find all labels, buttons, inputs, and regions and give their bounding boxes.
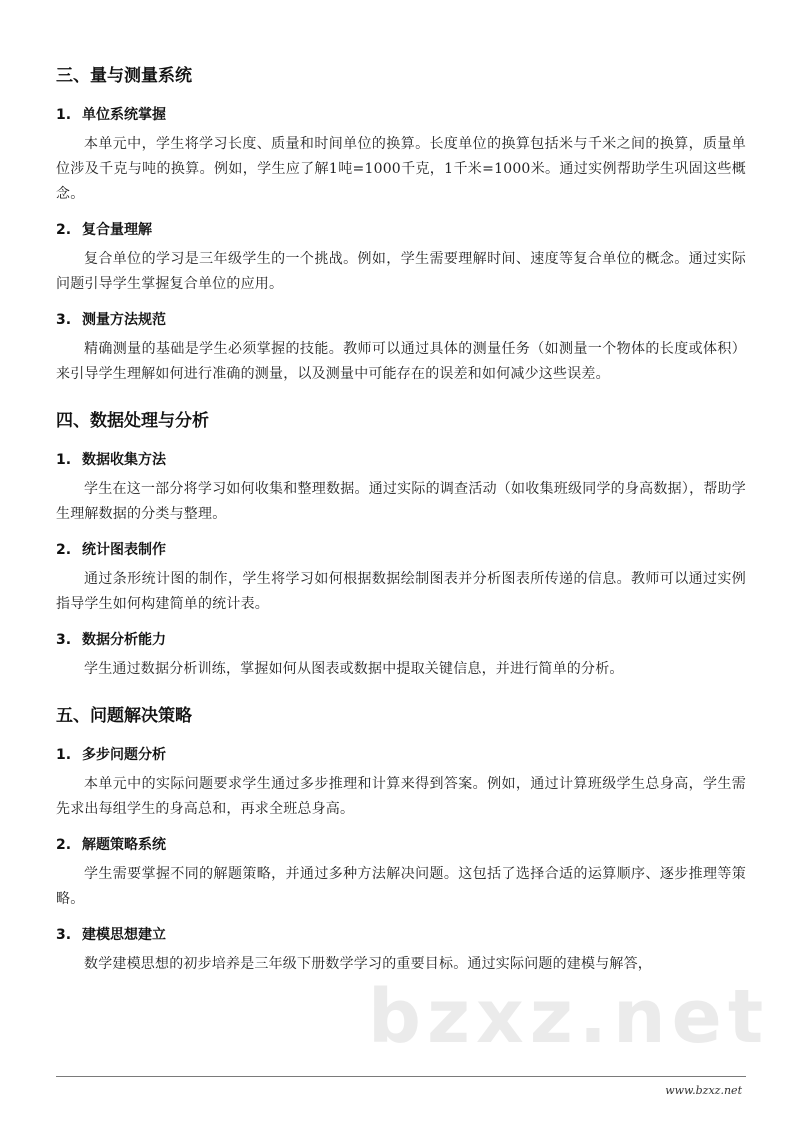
subsection-title: 统计图表制作: [82, 542, 166, 558]
subsection-title: 数据收集方法: [82, 452, 166, 468]
paragraph: 学生需要掌握不同的解题策略，并通过多种方法解决问题。这包括了选择合适的运算顺序、逐步推理等策略。: [56, 866, 746, 907]
subsection: [56, 217, 746, 297]
subsection-number: 1.: [56, 747, 72, 763]
paragraph: 复合单位的学习是三年级学生的一个挑战。例如，学生需要理解时间、速度等复合单位的概念。通过实际问题引导学生掌握复合单位的应用。: [56, 251, 746, 292]
section-measurement: [56, 60, 746, 387]
subsection-heading: [56, 307, 746, 333]
paragraph: 通过条形统计图的制作，学生将学习如何根据数据绘制图表并分析图表所传递的信息。教师可以通过实例指导学生如何构建简单的统计表。: [56, 571, 746, 612]
subsection: [56, 627, 746, 682]
subsection-heading: [56, 102, 746, 128]
paragraph: 数学建模思想的初步培养是三年级下册数学学习的重要目标。通过实际问题的建模与解答，: [84, 956, 652, 972]
paragraph: 本单元中的实际问题要求学生通过多步推理和计算来得到答案。例如，通过计算班级学生总身高，学生需先求出每组学生的身高总和，再求全班总身高。: [56, 776, 746, 817]
footer-url: www.bzxz.net: [665, 1084, 742, 1097]
subsection-title: 复合量理解: [82, 222, 152, 238]
section-problem-solving: [56, 700, 746, 977]
subsection-number: 3.: [56, 632, 72, 648]
document-body: [56, 60, 746, 995]
section-title: 四、数据处理与分析: [56, 411, 209, 431]
subsection-number: 1.: [56, 107, 72, 123]
subsection-heading: [56, 447, 746, 473]
subsection-number: 2.: [56, 837, 72, 853]
section-title: 五、问题解决策略: [56, 706, 192, 726]
subsection: [56, 742, 746, 822]
section-data-analysis: [56, 405, 746, 682]
subsection: [56, 537, 746, 617]
subsection-title: 数据分析能力: [82, 632, 166, 648]
subsection: [56, 922, 746, 977]
subsection-title: 测量方法规范: [82, 312, 166, 328]
watermark: bzxz.net: [368, 974, 770, 1060]
subsection-number: 2.: [56, 542, 72, 558]
subsection: [56, 832, 746, 912]
paragraph: 本单元中，学生将学习长度、质量和时间单位的换算。长度单位的换算包括米与千米之间的换算，质量单位涉及千克与吨的换算。例如，学生应了解1吨=1000千克，1千米=1000米。通过实例帮助学生巩固这些概念。: [56, 136, 746, 202]
subsection-title: 建模思想建立: [82, 927, 166, 943]
subsection-number: 1.: [56, 452, 72, 468]
subsection-heading: [56, 832, 746, 858]
subsection-heading: [56, 742, 746, 768]
subsection-number: 3.: [56, 312, 72, 328]
subsection: [56, 447, 746, 527]
section-title: 三、量与测量系统: [56, 66, 192, 86]
subsection-number: 3.: [56, 927, 72, 943]
subsection-title: 多步问题分析: [82, 747, 166, 763]
subsection-heading: [56, 537, 746, 563]
subsection: [56, 102, 746, 207]
subsection-title: 单位系统掌握: [82, 107, 166, 123]
paragraph: 精确测量的基础是学生必须掌握的技能。教师可以通过具体的测量任务（如测量一个物体的长度或体积）来引导学生理解如何进行准确的测量，以及测量中可能存在的误差和如何减少这些误差。: [56, 341, 746, 382]
paragraph: 学生通过数据分析训练，掌握如何从图表或数据中提取关键信息，并进行简单的分析。: [84, 661, 624, 677]
subsection-heading: [56, 627, 746, 653]
paragraph: 学生在这一部分将学习如何收集和整理数据。通过实际的调查活动（如收集班级同学的身高数据），帮助学生理解数据的分类与整理。: [56, 481, 746, 522]
subsection: [56, 307, 746, 387]
subsection-heading: [56, 217, 746, 243]
subsection-heading: [56, 922, 746, 948]
subsection-number: 2.: [56, 222, 72, 238]
footer-divider: [56, 1076, 746, 1077]
subsection-title: 解题策略系统: [82, 837, 166, 853]
